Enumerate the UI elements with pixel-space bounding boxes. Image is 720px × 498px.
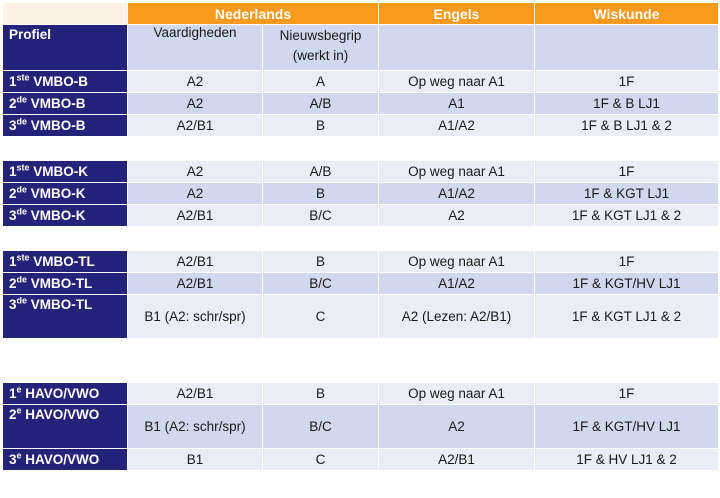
cell-wiskunde: 1F: [535, 161, 719, 183]
table-row: [3, 93, 719, 115]
profile-name: VMBO-B: [30, 118, 86, 133]
profile-ordinal: 2: [9, 96, 17, 111]
group-spacer-cell: [3, 137, 719, 161]
profile-label: [3, 273, 128, 295]
profile-ordinal-suffix: de: [16, 116, 28, 127]
cell-wiskunde: 1F & KGT LJ1: [535, 183, 719, 205]
group-spacer-row: [3, 137, 719, 161]
table-row: [3, 405, 719, 449]
cell-nieuwsbegrip: C: [263, 449, 379, 471]
profile-label: [3, 183, 128, 205]
profile-label: [3, 405, 128, 449]
cell-wiskunde: 1F & KGT/HV LJ1: [535, 405, 719, 449]
profile-ordinal-suffix: e: [16, 405, 22, 416]
table-row: [3, 71, 719, 93]
cell-vaardigheden: B1 (A2: schr/spr): [128, 295, 263, 339]
cell-vaardigheden: A2/B1: [128, 251, 263, 273]
profile-label: [3, 251, 128, 273]
cell-engels: Op weg naar A1: [379, 251, 535, 273]
header-nederlands: Nederlands: [128, 3, 379, 25]
profile-name: VMBO-K: [30, 186, 86, 201]
cell-vaardigheden: A2: [128, 183, 263, 205]
profile-ordinal: 3: [9, 208, 17, 223]
cell-vaardigheden: B1 (A2: schr/spr): [128, 405, 263, 449]
cell-engels: A2: [379, 205, 535, 227]
profile-ordinal: 2: [9, 186, 17, 201]
profile-name: VMBO-B: [30, 96, 86, 111]
profile-label: [3, 93, 128, 115]
header-engels: Engels: [379, 3, 535, 25]
profile-label: [3, 449, 128, 471]
profile-ordinal-suffix: de: [16, 94, 28, 105]
table-row: [3, 273, 719, 295]
profile-ordinal: 1: [9, 74, 17, 89]
profile-ordinal-suffix: de: [16, 184, 28, 195]
table-row: [3, 251, 719, 273]
cell-vaardigheden: A2/B1: [128, 273, 263, 295]
profile-ordinal-suffix: e: [16, 450, 22, 461]
cell-nieuwsbegrip: C: [263, 295, 379, 339]
cell-nieuwsbegrip: A/B: [263, 161, 379, 183]
cell-nieuwsbegrip: B/C: [263, 205, 379, 227]
profile-ordinal: 2: [9, 407, 17, 422]
cell-nieuwsbegrip: A/B: [263, 93, 379, 115]
cell-nieuwsbegrip: B: [263, 251, 379, 273]
profile-name: VMBO-K: [33, 164, 89, 179]
cell-nieuwsbegrip: A: [263, 71, 379, 93]
subheader-engels-empty: [379, 25, 535, 71]
cell-wiskunde: 1F: [535, 71, 719, 93]
cell-engels: A2 (Lezen: A2/B1): [379, 295, 535, 339]
cell-engels: A1/A2: [379, 273, 535, 295]
table-row: [3, 205, 719, 227]
header-wiskunde: Wiskunde: [535, 3, 719, 25]
profile-name: VMBO-TL: [30, 297, 93, 312]
group-spacer-row: [3, 227, 719, 251]
group-spacer-cell: [3, 339, 719, 383]
subheader-nieuwsbegrip: Nieuwsbegrip (werkt in): [263, 25, 379, 71]
subheader-profiel: Profiel: [3, 25, 128, 71]
cell-nieuwsbegrip: B: [263, 383, 379, 405]
cell-wiskunde: 1F & HV LJ1 & 2: [535, 449, 719, 471]
group-spacer-cell: [3, 227, 719, 251]
cell-wiskunde: 1F & B LJ1 & 2: [535, 115, 719, 137]
cell-engels: A2/B1: [379, 449, 535, 471]
cell-vaardigheden: A2/B1: [128, 115, 263, 137]
cell-vaardigheden: A2/B1: [128, 205, 263, 227]
cell-wiskunde: 1F & KGT LJ1 & 2: [535, 205, 719, 227]
profile-ordinal: 1: [9, 164, 17, 179]
cell-engels: A2: [379, 405, 535, 449]
levels-table: [2, 2, 719, 471]
cell-nieuwsbegrip: B: [263, 115, 379, 137]
cell-nieuwsbegrip: B: [263, 183, 379, 205]
cell-wiskunde: 1F: [535, 383, 719, 405]
cell-vaardigheden: A2/B1: [128, 383, 263, 405]
profile-ordinal-suffix: de: [16, 295, 28, 306]
table-row: [3, 183, 719, 205]
profile-ordinal: 3: [9, 452, 17, 467]
table-row: [3, 161, 719, 183]
profile-name: VMBO-TL: [30, 276, 93, 291]
profile-name: VMBO-K: [30, 208, 86, 223]
cell-engels: Op weg naar A1: [379, 71, 535, 93]
table-row: [3, 115, 719, 137]
profile-ordinal: 1: [9, 254, 17, 269]
cell-wiskunde: 1F & B LJ1: [535, 93, 719, 115]
profile-name: VMBO-TL: [33, 254, 95, 269]
profile-ordinal-suffix: ste: [16, 252, 30, 263]
cell-wiskunde: 1F: [535, 251, 719, 273]
cell-wiskunde: 1F & KGT LJ1 & 2: [535, 295, 719, 339]
profile-label: [3, 71, 128, 93]
profile-label: [3, 383, 128, 405]
cell-engels: A1/A2: [379, 115, 535, 137]
table-row: [3, 449, 719, 471]
cell-nieuwsbegrip: B/C: [263, 405, 379, 449]
profile-ordinal: 3: [9, 297, 17, 312]
profile-ordinal: 2: [9, 276, 17, 291]
profile-name: VMBO-B: [33, 74, 89, 89]
cell-vaardigheden: B1: [128, 449, 263, 471]
table-row: [3, 383, 719, 405]
profile-label: [3, 161, 128, 183]
table-row: [3, 295, 719, 339]
profile-ordinal: 3: [9, 118, 17, 133]
profile-ordinal: 1: [9, 386, 17, 401]
header-row: [3, 3, 719, 25]
cell-engels: Op weg naar A1: [379, 383, 535, 405]
cell-wiskunde: 1F & KGT/HV LJ1: [535, 273, 719, 295]
profile-label: [3, 295, 128, 339]
group-spacer-row: [3, 339, 719, 383]
profile-name: HAVO/VWO: [25, 452, 100, 467]
profile-name: HAVO/VWO: [25, 407, 100, 422]
profile-ordinal-suffix: de: [16, 274, 28, 285]
profile-ordinal-suffix: de: [16, 206, 28, 217]
header-corner-cell: [3, 3, 128, 25]
profile-label: [3, 115, 128, 137]
profile-ordinal-suffix: ste: [16, 162, 30, 173]
cell-engels: A1/A2: [379, 183, 535, 205]
cell-vaardigheden: A2: [128, 161, 263, 183]
cell-vaardigheden: A2: [128, 93, 263, 115]
profile-name: HAVO/VWO: [25, 386, 100, 401]
profile-ordinal-suffix: ste: [16, 72, 30, 83]
subheader-vaardigheden: Vaardigheden: [128, 25, 263, 71]
cell-engels: A1: [379, 93, 535, 115]
cell-nieuwsbegrip: B/C: [263, 273, 379, 295]
profile-ordinal-suffix: e: [16, 384, 22, 395]
profile-label: [3, 205, 128, 227]
cell-vaardigheden: A2: [128, 71, 263, 93]
subheader-wiskunde-empty: [535, 25, 719, 71]
subheader-row: [3, 25, 719, 71]
cell-engels: Op weg naar A1: [379, 161, 535, 183]
